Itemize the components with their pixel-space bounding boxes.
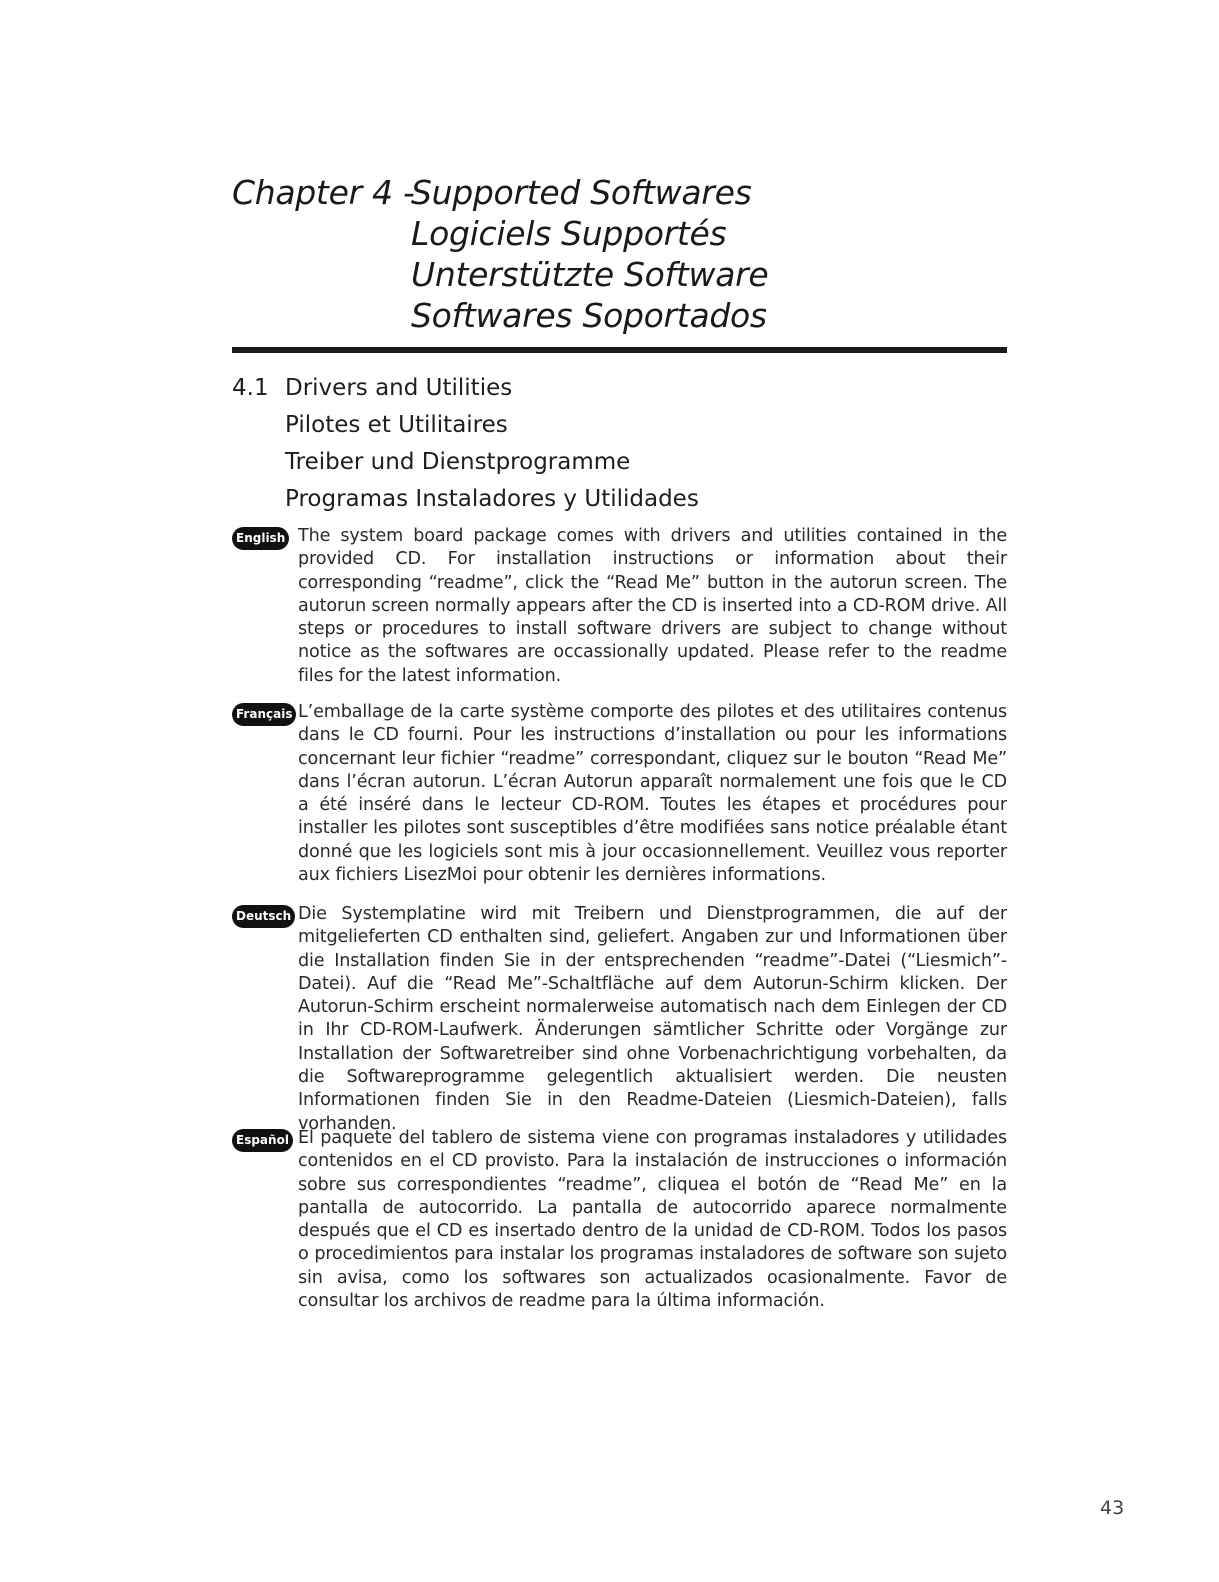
- french-paragraph: L’emballage de la carte système comporte des pilotes et des utilitaires contenus dans le CD fourni. Pour les instructions d’installation ou pour les informations concernant leur fichier “readme” correspondant, cliquez sur le bouton “Read Me” dans l’écran autorun. L’écran Autorun apparaît normalement une fois que le CD a été inséré dans le lecteur CD-ROM. Toutes les étapes et procédures pour installer les pilotes sont susceptibles d’être modifiées sans notice préalable étant donné que les logiciels sont mis à jour occasionnellement. Veuillez vous reporter aux fichiers LisezMoi pour obtenir les dernières informations.: [298, 702, 1007, 886]
- spanish-badge: Español: [232, 1129, 293, 1152]
- section-title-french: Pilotes et Utilitaires: [285, 412, 508, 438]
- german-badge: Deutsch: [232, 905, 295, 928]
- chapter-title: [232, 172, 1012, 336]
- title-divider: [232, 347, 1007, 353]
- german-paragraph: Die Systemplatine wird mit Treibern und Dienstprogrammen, die auf der mitgelieferten CD enthalten sind, geliefert. Angaben zur und Informationen über die Installation finden Sie in der entsprechenden “readme”-Datei (“Liesmich”-Datei). Auf die “Read Me”-Schaltfläche auf dem Autorun-Schirm klicken. Der Autorun-Schirm erscheint normalerweise automatisch nach dem Einlegen der CD in Ihr CD-ROM-Laufwerk. Änderungen sämtlicher Schritte oder Vorgänge zur Installation der Softwaretreiber sind ohne Vorbenachrichtigung vorbehalten, da die Softwareprogramme gelegentlich aktualisiert werden. Die neusten Informationen finden Sie in den Readme-Dateien (Liesmich-Dateien), falls vorhanden.: [298, 904, 1007, 1134]
- chapter-prefix: Chapter 4 -: [232, 173, 415, 212]
- section-title-english: Drivers and Utilities: [285, 375, 513, 401]
- chapter-title-line-spanish: [232, 295, 1012, 336]
- section-heading-line-german: [232, 444, 1012, 481]
- section-heading-line-french: [232, 407, 1012, 444]
- section-heading-line-spanish: [232, 481, 1012, 518]
- page-number: 43: [1100, 1497, 1125, 1519]
- chapter-title-german: Unterstützte Software: [411, 255, 769, 294]
- section-title-spanish: Programas Instaladores y Utilidades: [285, 486, 699, 512]
- english-paragraph: The system board package comes with drivers and utilities contained in the provided CD. For installation instructions or information about their corresponding “readme”, click the “Read Me” button in the autorun screen. The autorun screen normally appears after the CD is inserted into a CD-ROM drive. All steps or procedures to install software drivers are subject to change without notice as the softwares are occassionally updated. Please refer to the readme files for the latest information.: [298, 526, 1007, 686]
- chapter-title-line-german: [232, 254, 1012, 295]
- chapter-title-spanish: Softwares Soportados: [411, 296, 767, 335]
- chapter-title-french: Logiciels Supportés: [411, 214, 727, 253]
- section-number: 4.1: [232, 375, 269, 401]
- section-heading-line-english: [232, 370, 1012, 407]
- section-heading: [232, 370, 1012, 518]
- section-title-german: Treiber und Dienstprogramme: [285, 449, 631, 475]
- chapter-title-line-french: [232, 213, 1012, 254]
- french-badge: Français: [232, 703, 296, 726]
- english-badge: English: [232, 527, 289, 550]
- chapter-title-english: Supported Softwares: [411, 173, 752, 212]
- chapter-title-line-english: [232, 172, 1012, 213]
- spanish-paragraph: El paquete del tablero de sistema viene con programas instaladores y utilidades contenidos en el CD provisto. Para la instalación de instrucciones o información sobre sus correspondientes “readme”, cliquea el botón de “Read Me” en la pantalla de autocorrido. La pantalla de autocorrido aparece normalmente después que el CD es insertado dentro de la unidad de CD-ROM. Todos los pasos o procedimientos para instalar los programas instaladores de software son sujeto sin avisa, como los softwares son actualizados ocasionalmente. Favor de consultar los archivos de readme para la última información.: [298, 1128, 1007, 1312]
